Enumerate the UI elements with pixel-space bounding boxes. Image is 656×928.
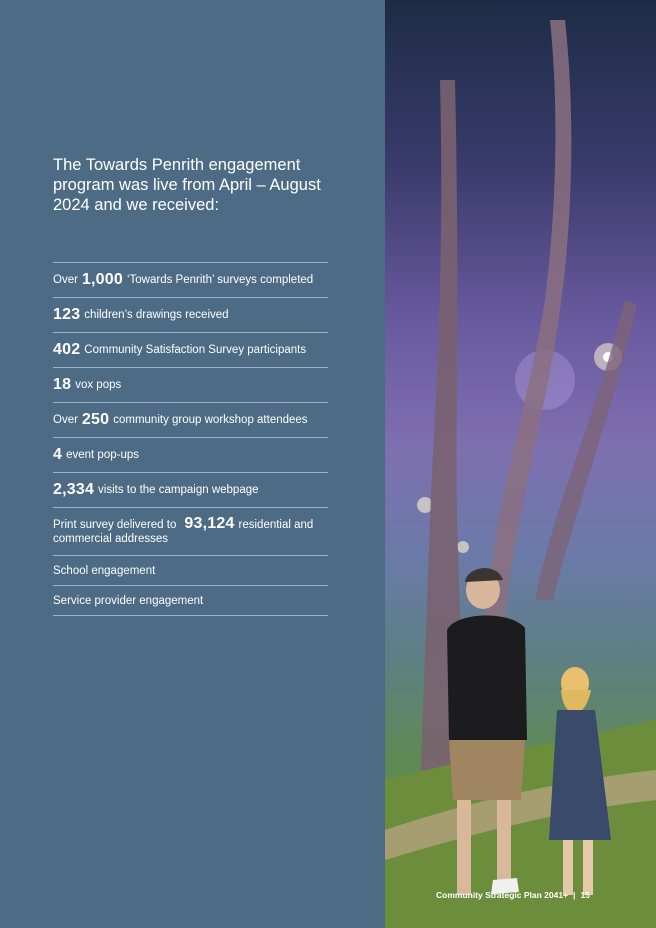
- footer-separator: |: [573, 890, 576, 900]
- stat-prefix: Over: [53, 274, 78, 286]
- stat-text: vox pops: [75, 379, 122, 391]
- stat-number: 4: [53, 446, 63, 463]
- stat-number: 93,124: [184, 515, 235, 532]
- girl-leg: [583, 840, 593, 895]
- stat-drawings: [53, 298, 328, 333]
- page-footer: [436, 890, 590, 900]
- stat-number: 18: [53, 376, 72, 393]
- man-shorts: [449, 740, 525, 800]
- light-glow: [457, 541, 469, 553]
- girl-hair: [561, 690, 591, 713]
- stat-number: 250: [81, 411, 110, 428]
- stat-prefix: Over: [53, 414, 78, 426]
- stat-text: residential and commercial addresses: [53, 519, 314, 545]
- stats-list: [53, 262, 328, 616]
- stat-service-provider: [53, 586, 328, 616]
- park-illustration: [385, 0, 656, 928]
- stat-number: 402: [53, 341, 81, 358]
- stat-satisfaction: [53, 333, 328, 368]
- stat-text: visits to the campaign webpage: [98, 484, 259, 496]
- man-shirt: [447, 615, 527, 742]
- stat-surveys: [53, 263, 328, 298]
- stat-text: community group workshop attendees: [113, 414, 308, 426]
- footer-title: Community Strategic Plan 2041+: [436, 890, 569, 900]
- stat-text: Service provider engagement: [53, 594, 204, 607]
- stat-workshops: [53, 403, 328, 438]
- stat-text: Community Satisfaction Survey participants: [84, 344, 307, 356]
- stat-text: School engagement: [53, 564, 156, 577]
- girl-leg: [563, 840, 573, 895]
- intro-heading: The Towards Penrith engagement program was live from April – August 2024 and we received:: [53, 156, 321, 214]
- stat-text: children’s drawings received: [84, 309, 229, 321]
- park-photo: [385, 0, 656, 928]
- man-leg: [457, 800, 471, 895]
- stat-number: 2,334: [53, 481, 95, 498]
- stat-vox-pops: [53, 368, 328, 403]
- stat-print-survey: [53, 508, 328, 556]
- girl-dress: [549, 710, 611, 840]
- page-number: 15: [580, 890, 590, 900]
- stat-number: 1,000: [81, 271, 123, 288]
- stat-webpage: [53, 473, 328, 508]
- stat-prefix: Print survey delivered to: [53, 519, 177, 531]
- stat-pop-ups: [53, 438, 328, 473]
- stat-number: 123: [53, 306, 81, 323]
- stat-text: event pop-ups: [66, 449, 139, 461]
- stat-school: [53, 556, 328, 586]
- stat-text: ‘Towards Penrith’ surveys completed: [126, 274, 314, 286]
- man-leg: [497, 800, 511, 888]
